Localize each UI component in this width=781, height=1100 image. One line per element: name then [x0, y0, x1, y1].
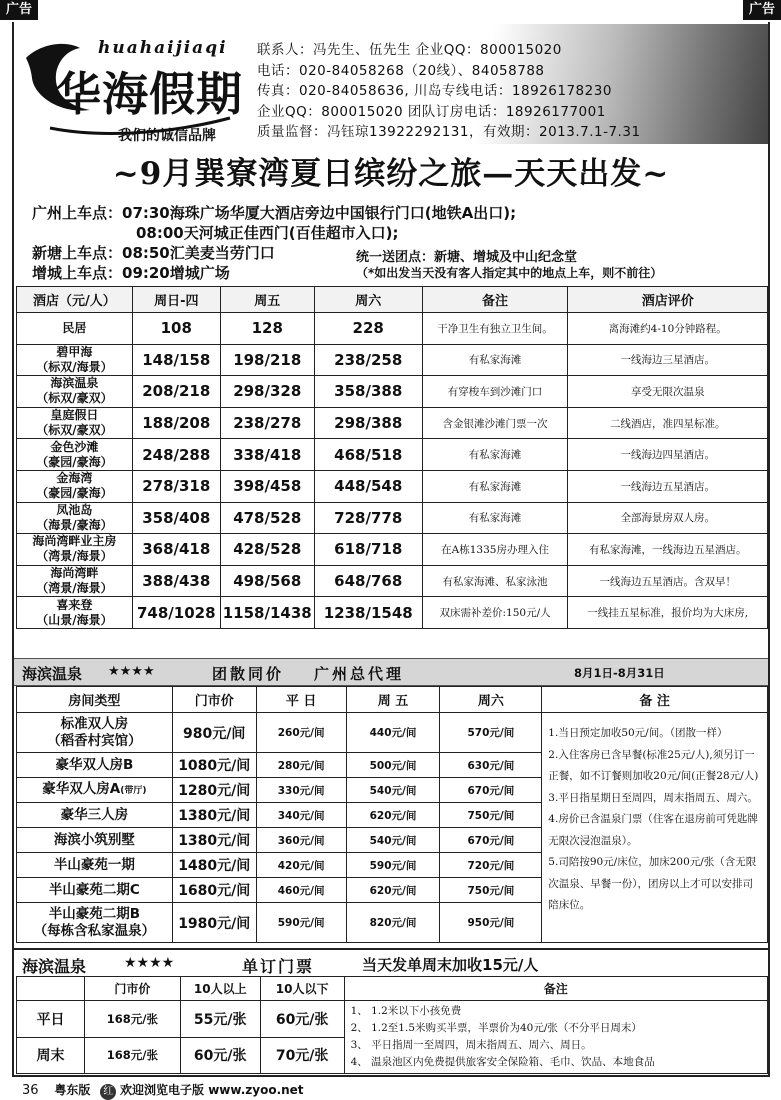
room-col-header: 备 注 — [542, 687, 768, 713]
price-cell: 238/278 — [220, 407, 314, 439]
price-cell: 670元/间 — [440, 828, 542, 853]
footer-link[interactable]: 欢迎浏览电子版 www.zyoo.net — [120, 1083, 304, 1097]
remark-line: 3.平日指星期日至周四，周末指周五、周六。 — [548, 791, 758, 804]
contact-line: 质量监督：冯钰琼13922292131，有效期：2013.7.1-7.31 — [257, 124, 641, 140]
review-cell: 一线海边四星酒店。 — [568, 439, 768, 471]
hotel-name: 碧甲海 — [56, 344, 93, 359]
hotel-name: 海滨温泉 — [50, 376, 99, 391]
section3-note: 当天发单周末加收15元/人 — [362, 956, 539, 974]
room-type: 半山豪苑二期B — [48, 905, 141, 922]
price-cell: 420元/间 — [256, 853, 346, 878]
table-row — [17, 534, 768, 566]
hotel-room-type: （标双/豪双） — [36, 391, 113, 406]
table-row — [17, 1001, 768, 1038]
ticket-col-header — [17, 977, 85, 1001]
ticket-col-header: 门市价 — [84, 977, 180, 1001]
hotel-col-header: 酒店评价 — [568, 287, 768, 313]
price-cell: 500元/间 — [346, 753, 440, 778]
table-row — [17, 344, 768, 376]
page-number: 36 — [22, 1083, 39, 1098]
room-type-cell — [17, 853, 173, 878]
price-cell: 1238/1548 — [314, 597, 422, 629]
price-cell: 398/458 — [220, 470, 314, 502]
gate-price-cell: 1980元/间 — [172, 903, 256, 943]
note-cell: 有穿梭车到沙滩门口 — [422, 376, 568, 408]
price-cell: 618/718 — [314, 534, 422, 566]
hotel-name-cell — [17, 597, 133, 629]
hotel-name: 金色沙滩 — [50, 439, 99, 454]
publisher-logo-icon: 红 — [100, 1084, 116, 1100]
hotel-name-cell — [17, 313, 133, 345]
review-cell: 享受无限次温泉 — [568, 376, 768, 408]
contact-line: 企业QQ：800015020 团队订房电话：18926177001 — [257, 103, 606, 120]
price-cell: 540元/间 — [346, 778, 440, 803]
review-cell: 全部海景房双人房。 — [568, 502, 768, 534]
review-cell: 一线挂五星标准，报价均为大床房, — [568, 597, 768, 629]
table-row — [17, 502, 768, 534]
price-cell: 620元/间 — [346, 803, 440, 828]
room-col-header: 房间类型 — [17, 687, 173, 713]
price-cell: 280元/间 — [256, 753, 346, 778]
review-cell: 二线酒店，准四星标准。 — [568, 407, 768, 439]
hotel-room-type: （豪园/豪海） — [36, 454, 113, 469]
hotel-col-header: 周六 — [314, 287, 422, 313]
hotel-room-type: （湾景/海景） — [36, 581, 113, 596]
room-type-cell — [17, 828, 173, 853]
room-type-line — [17, 807, 172, 824]
table-row — [17, 565, 768, 597]
section-ticket-bar — [14, 948, 768, 976]
review-cell: 一线海边五星酒店。 — [568, 470, 768, 502]
pickup-xintang: 新塘上车点：08:50汇美麦当劳门口 — [32, 244, 275, 262]
pickup-zengcheng: 增城上车点：09:20增城广场 — [32, 264, 230, 282]
price-cell: 460元/间 — [256, 878, 346, 903]
gate-price-cell: 1080元/间 — [172, 753, 256, 778]
room-remarks — [542, 713, 768, 943]
price-cell: 540元/间 — [346, 828, 440, 853]
price-cell: 148/158 — [132, 344, 220, 376]
price-cell: 388/438 — [132, 565, 220, 597]
ticket-col-header: 10人以下 — [260, 977, 344, 1001]
page-footer — [22, 1081, 304, 1100]
hotel-name: 凤池岛 — [56, 502, 93, 517]
price-cell: 468/518 — [314, 439, 422, 471]
remark-line: 1.当日预定加收50元/间。（团散一样） — [548, 727, 728, 739]
note-cell: 含金银滩沙滩门票一次 — [422, 407, 568, 439]
section3-label: 单订门票 — [242, 957, 315, 976]
price-cell: 55元/张 — [180, 1001, 260, 1038]
review-cell: 有私家海滩，一线海边五星酒店。 — [568, 534, 768, 566]
remark-line: 5.司陪按90元/床位，加床200元/张（含无限次温泉、早餐一份），团房以上才可以安排司陪床位。 — [548, 856, 757, 911]
table-row — [17, 470, 768, 502]
note-cell: 有私家海滩 — [422, 439, 568, 471]
room-type: 豪华双人房B — [55, 756, 134, 773]
hotel-table-body — [17, 313, 768, 629]
room-col-header: 周 五 — [346, 687, 440, 713]
hotel-name: 皇庭假日 — [50, 408, 99, 423]
hotel-name-cell — [17, 565, 133, 597]
room-col-header: 平 日 — [256, 687, 346, 713]
room-type-line — [17, 857, 172, 874]
review-cell: 一线海边五星酒店。含双早！ — [568, 565, 768, 597]
gate-price-cell: 1380元/间 — [172, 828, 256, 853]
price-cell: 498/568 — [220, 565, 314, 597]
price-cell: 340元/间 — [256, 803, 346, 828]
price-cell: 728/778 — [314, 502, 422, 534]
price-cell: 330元/间 — [256, 778, 346, 803]
room-tag: (带厅) — [120, 785, 147, 796]
day-type-cell: 平日 — [17, 1001, 85, 1038]
ticket-col-header: 备注 — [344, 977, 767, 1001]
hotel-room-type: （豪园/豪海） — [36, 486, 113, 501]
room-type: 豪华三人房 — [60, 806, 129, 823]
price-cell: 338/418 — [220, 439, 314, 471]
hotel-name-cell — [17, 534, 133, 566]
room-type-line — [17, 781, 172, 800]
price-cell: 570元/间 — [440, 713, 542, 753]
hotel-room-type: （湾景/海景） — [36, 549, 113, 564]
room-type: 半山豪苑一期 — [53, 856, 135, 873]
hotel-room-type: （海景/豪海） — [36, 517, 113, 532]
price-cell: 620元/间 — [346, 878, 440, 903]
room-sub: （每栋含私家温泉） — [33, 922, 156, 939]
price-cell: 298/328 — [220, 376, 314, 408]
section2-slogan: 团散同价 — [212, 665, 285, 683]
hotel-name: 海尚湾畔业主房 — [32, 534, 117, 549]
gate-price-cell: 1680元/间 — [172, 878, 256, 903]
table-row — [17, 407, 768, 439]
contact-info — [257, 40, 641, 143]
price-cell: 228 — [314, 313, 422, 345]
price-cell: 188/208 — [132, 407, 220, 439]
ticket-price-table — [16, 976, 768, 1074]
gate-price-cell: 168元/张 — [84, 1001, 180, 1038]
hotel-name: 喜来登 — [56, 597, 93, 612]
room-price-table — [16, 686, 768, 943]
note-cell: 有私家海滩、私家泳池 — [422, 565, 568, 597]
price-cell: 630元/间 — [440, 753, 542, 778]
price-cell: 590元/间 — [256, 903, 346, 943]
room-type-line — [17, 906, 172, 923]
room-type-cell — [17, 778, 173, 803]
price-cell: 358/388 — [314, 376, 422, 408]
table-row — [17, 713, 768, 753]
hotel-name: 海尚湾畔 — [50, 566, 99, 581]
remark-line: 2、 1.2至1.5米购买半票，半票价为40元/张（不分平日周末） — [350, 1022, 642, 1034]
note-cell: 干净卫生有独立卫生间。 — [422, 313, 568, 345]
hotel-name-cell — [17, 470, 133, 502]
ad-label-left: 广告 — [0, 0, 38, 20]
price-cell: 60元/张 — [180, 1037, 260, 1074]
review-cell: 离海滩约4-10分钟路程。 — [568, 313, 768, 345]
room-table-body — [17, 713, 768, 943]
room-type-cell — [17, 753, 173, 778]
contact-line: 电话：020-84058268（20线）、84058788 — [257, 62, 545, 79]
hotel-room-type: （山景/海景） — [36, 612, 113, 627]
price-cell: 60元/张 — [260, 1001, 344, 1038]
hotel-price-table — [16, 286, 768, 629]
room-col-header: 门市价 — [172, 687, 256, 713]
logo-slogan: 我们的诚信品牌 — [118, 128, 216, 144]
price-cell: 478/528 — [220, 502, 314, 534]
remark-line: 1、 1.2米以下小孩免费 — [350, 1005, 462, 1017]
table-row — [17, 597, 768, 629]
remark-line: 4.房价已含温泉门票（住客在退房前可凭匙牌无限次浸泡温泉）。 — [548, 813, 758, 847]
price-cell: 368/418 — [132, 534, 220, 566]
price-cell: 248/288 — [132, 439, 220, 471]
pickup-guangzhou: 广州上车点：07:30海珠广场华厦大酒店旁边中国银行门口(地铁A出口); — [32, 204, 517, 222]
pickup-guangzhou-2: 08:00天河城正佳西门(百佳超市入口); — [136, 224, 399, 242]
ticket-col-header: 10人以上 — [180, 977, 260, 1001]
room-type-cell — [17, 803, 173, 828]
room-col-header: 周六 — [440, 687, 542, 713]
price-cell: 208/218 — [132, 376, 220, 408]
hotel-room-type: （标双/豪双） — [36, 423, 113, 438]
gate-price-cell: 1380元/间 — [172, 803, 256, 828]
page-title: ~9月巽寮湾夏日缤纷之旅—天天出发~ — [112, 156, 670, 192]
room-type: 豪华双人房A — [42, 780, 121, 797]
note-cell: 有私家海滩 — [422, 344, 568, 376]
note-cell: 有私家海滩 — [422, 470, 568, 502]
gate-price-cell: 1480元/间 — [172, 853, 256, 878]
hotel-col-header: 酒店（元/人） — [17, 287, 133, 313]
dropoff-points: 统一送团点：新塘、增城及中山纪念堂 — [356, 250, 578, 265]
dropoff-note: （*如出发当天没有客人指定其中的地点上车，则不前往） — [356, 266, 663, 280]
price-cell: 108 — [132, 313, 220, 345]
price-cell: 360元/间 — [256, 828, 346, 853]
table-row — [17, 313, 768, 345]
gate-price-cell: 168元/张 — [84, 1037, 180, 1074]
star-rating-icon: ★★★★ — [108, 664, 155, 679]
hotel-col-header: 周日-四 — [132, 287, 220, 313]
logo-english: huahaijiaqi — [98, 38, 228, 58]
price-cell: 358/408 — [132, 502, 220, 534]
section2-period: 8月1日-8月31日 — [574, 666, 665, 680]
price-cell: 298/388 — [314, 407, 422, 439]
room-type-cell — [17, 903, 173, 943]
section-hot-spring-bar — [14, 658, 768, 686]
room-sub: （稻香村宾馆） — [47, 732, 142, 749]
section2-name: 海滨温泉 — [22, 665, 83, 683]
remark-line: 4、 温泉池区内免费提供旅客安全保险箱、毛巾、饮品、本地食品 — [350, 1056, 655, 1068]
ticket-remarks — [344, 1001, 767, 1074]
price-cell: 440元/间 — [346, 713, 440, 753]
section3-name: 海滨温泉 — [22, 957, 87, 976]
review-cell: 一线海边三星酒店。 — [568, 344, 768, 376]
top-bar — [0, 0, 781, 22]
price-cell: 198/218 — [220, 344, 314, 376]
hotel-name-cell — [17, 439, 133, 471]
gate-price-cell: 980元/间 — [172, 713, 256, 753]
price-cell: 950元/间 — [440, 903, 542, 943]
logo-chinese: 华海假期 — [55, 67, 243, 121]
ticket-table-body — [17, 1001, 768, 1074]
price-cell: 670元/间 — [440, 778, 542, 803]
price-cell: 278/318 — [132, 470, 220, 502]
price-cell: 128 — [220, 313, 314, 345]
day-type-cell: 周末 — [17, 1037, 85, 1074]
price-cell: 428/528 — [220, 534, 314, 566]
room-type-line — [17, 832, 172, 849]
hotel-name-cell — [17, 376, 133, 408]
room-type-cell — [17, 713, 173, 753]
ad-label-right: 广告 — [743, 0, 781, 20]
price-cell: 590元/间 — [346, 853, 440, 878]
room-type: 标准双人房 — [60, 715, 129, 732]
price-cell: 448/548 — [314, 470, 422, 502]
room-type: 海滨小筑别墅 — [53, 831, 135, 848]
room-type-line — [17, 882, 172, 899]
hotel-name: 金海湾 — [56, 471, 93, 486]
table-row — [17, 439, 768, 471]
price-cell: 750元/间 — [440, 803, 542, 828]
hotel-col-header: 周五 — [220, 287, 314, 313]
room-type-line — [17, 716, 172, 733]
price-cell: 238/258 — [314, 344, 422, 376]
note-cell: 有私家海滩 — [422, 502, 568, 534]
price-cell: 750元/间 — [440, 878, 542, 903]
edition-label: 粤东版 — [54, 1083, 91, 1097]
price-cell: 748/1028 — [132, 597, 220, 629]
room-type: 半山豪苑二期C — [48, 881, 140, 898]
remark-line: 2.入住客房已含早餐(标准25元/人),须另订一正餐，如不订餐则加收20元/间(正餐28元/人) — [548, 748, 759, 782]
price-cell: 720元/间 — [440, 853, 542, 878]
price-cell: 648/768 — [314, 565, 422, 597]
note-cell: 双床需补差价:150元/人 — [422, 597, 568, 629]
contact-line: 联系人：冯先生、伍先生 企业QQ：800015020 — [257, 42, 562, 58]
price-cell: 1158/1438 — [220, 597, 314, 629]
gate-price-cell: 1280元/间 — [172, 778, 256, 803]
room-type-cell — [17, 878, 173, 903]
hotel-name-cell — [17, 407, 133, 439]
hotel-col-header: 备注 — [422, 287, 568, 313]
hotel-name: 民居 — [62, 320, 87, 335]
hotel-name-cell — [17, 344, 133, 376]
contact-line: 传真：020-84058636, 川岛专线电话：18926178230 — [257, 83, 612, 99]
table-row — [17, 376, 768, 408]
hotel-name-cell — [17, 502, 133, 534]
star-rating-icon: ★★★★ — [124, 955, 175, 971]
price-cell: 820元/间 — [346, 903, 440, 943]
room-type-line — [17, 757, 172, 774]
section2-agent: 广州总代理 — [314, 665, 405, 683]
hotel-room-type: （标双/海景） — [36, 359, 113, 374]
price-cell: 70元/张 — [260, 1037, 344, 1074]
price-cell: 260元/间 — [256, 713, 346, 753]
remark-line: 3、 平日指周一至周四，周末指周五、周六、周日。 — [350, 1039, 592, 1051]
note-cell: 在A栋1335房办理入住 — [422, 534, 568, 566]
